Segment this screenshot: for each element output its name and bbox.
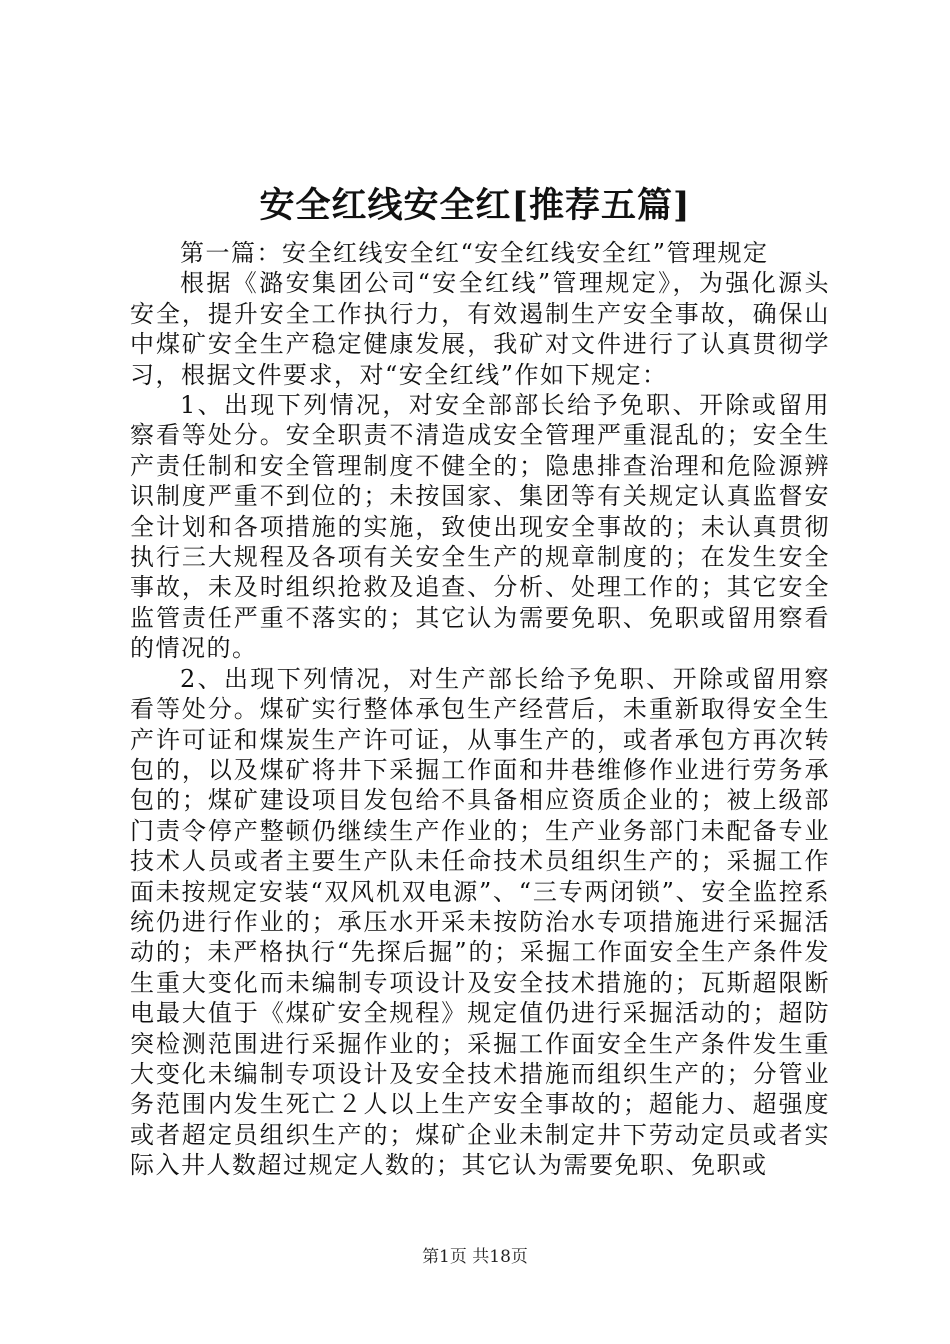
document-body <box>130 238 830 1181</box>
paragraph-intro: 根据《潞安集团公司“安全红线”管理规定》，为强化源头安全，提升安全工作执行力，有效遏制生产安全事故，确保山中煤矿安全生产稳定健康发展，我矿对文件进行了认真贯彻学习，根据文件要求，对“安全红线”作如下规定： <box>130 269 830 389</box>
paragraph-item-2: 2、出现下列情况，对生产部长给予免职、开除或留用察看等处分。煤矿实行整体承包生产经营后，未重新取得安全生产许可证和煤炭生产许可证，从事生产的，或者承包方再次转包的，以及煤矿将井下采掘工作面和井巷维修作业进行劳务承包的；煤矿建设项目发包给不具备相应资质企业的；被上级部门责令停产整顿仍继续生产作业的；生产业务部门未配备专业技术人员或者主要生产队未任命技术员组织生产的；采掘工作面未按规定安装“双风机双电源”、“三专两闭锁”、安全监控系统仍进行作业的；承压水开采未按防治水专项措施进行采掘活动的；未严格执行“先探后掘”的；采掘工作面安全生产条件发生重大变化而未编制专项设计及安全技术措施的；瓦斯超限断电最大值于《煤矿安全规程》规定值仍进行采掘活动的；超防突检测范围进行采掘作业的；采掘工作面安全生产条件发生重大变化未编制专项设计及安全技术措施而组织生产的；分管业务范围内发生死亡２人以上生产安全事故的；超能力、超强度或者超定员组织生产的；煤矿企业未制定井下劳动定员或者实际入井人数超过规定人数的；其它认为需要免职、免职或 <box>130 664 830 1180</box>
section-heading: 第一篇：安全红线安全红“安全红线安全红”管理规定 <box>180 239 769 267</box>
document-title: 安全红线安全红[推荐五篇] <box>259 185 691 226</box>
page-footer: 第1页 共18页 <box>422 1247 528 1267</box>
paragraph-item-1: 1、出现下列情况，对安全部部长给予免职、开除或留用察看等处分。安全职责不清造成安全管理严重混乱的；安全生产责任制和安全管理制度不健全的；隐患排查治理和危险源辨识制度严重不到位的；未按国家、集团等有关规定认真监督安全计划和各项措施的实施，致使出现安全事故的；未认真贯彻执行三大规程及各项有关安全生产的规章制度的；在发生安全事故，未及时组织抢救及追查、分析、处理工作的；其它安全监管责任严重不落实的；其它认为需要免职、免职或留用察看的情况的。 <box>130 391 830 663</box>
